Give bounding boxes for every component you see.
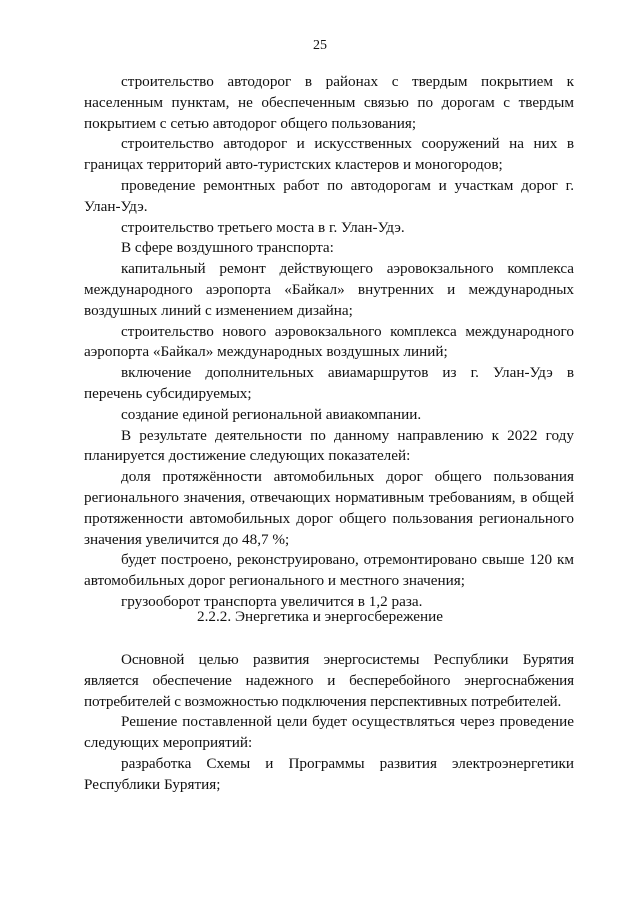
paragraph-results-2022: В результате деятельности по данному направлению к 2022 году планируется достижение следующих показателей: xyxy=(84,426,574,465)
transport-measures-text xyxy=(84,72,574,613)
paragraph-energy-measures-intro: Решение поставленной цели будет осуществляться через проведение следующих мероприятий: xyxy=(84,713,574,752)
energy-section-text xyxy=(84,650,574,796)
paragraph-terminal-repair: капитальный ремонт действующего аэровокзального комплекса международного аэропорта «Байкал» внутренних и международных воздушных линий с изменением дизайна; xyxy=(84,260,574,319)
paragraph-road-repair-ulan-ude: проведение ремонтных работ по автодорогам и участкам дорог г. Улан-Удэ. xyxy=(84,176,574,215)
paragraph-freight-turnover-indicator: грузооборот транспорта увеличится в 1,2 раза. xyxy=(121,592,423,610)
section-heading-energy: 2.2.2. Энергетика и энергосбережение xyxy=(197,608,443,625)
paragraph-third-bridge: строительство третьего моста в г. Улан-Удэ. xyxy=(121,218,405,236)
paragraph-air-transport-intro: В сфере воздушного транспорта: xyxy=(121,239,334,257)
paragraph-subsidized-routes: включение дополнительных авиамаршрутов из г. Улан-Удэ в перечень субсидируемых; xyxy=(84,364,574,402)
paragraph-road-share-indicator: доля протяжённости автомобильных дорог общего пользования регионального значения, отвечающих нормативным требованиям, в общей протяженности автомобильных дорог общего пользования регионального значения увеличится до 48,7 %; xyxy=(84,468,574,548)
paragraph-new-terminal: строительство нового аэровокзального комплекса международного аэропорта «Байкал» международных воздушных линий; xyxy=(84,322,574,361)
paragraph-road-construction-clusters: строительство автодорог и искусственных сооружений на них в границах территорий авто-туристских кластеров и моногородов; xyxy=(84,135,574,174)
paragraph-energy-goal: Основной целью развития энергосистемы Республики Бурятия является обеспечение надежного и бесперебойного энергоснабжения потребителей с возможностью подключения перспективных потребителей. xyxy=(84,651,574,710)
paragraph-road-construction-settlements: строительство автодорог в районах с твердым покрытием к населенным пунктам, не обеспеченным связью по дорогам с твердым покрытием с сетью автодорог общего пользования; xyxy=(84,73,574,132)
paragraph-roads-built-indicator: будет построено, реконструировано, отремонтировано свыше 120 км автомобильных дорог регионального и местного значения; xyxy=(84,551,574,590)
paragraph-energy-scheme-development: разработка Схемы и Программы развития электроэнергетики Республики Бурятия; xyxy=(84,754,574,793)
paragraph-regional-airline: создание единой региональной авиакомпании. xyxy=(121,405,422,423)
page-number: 25 xyxy=(313,38,327,53)
